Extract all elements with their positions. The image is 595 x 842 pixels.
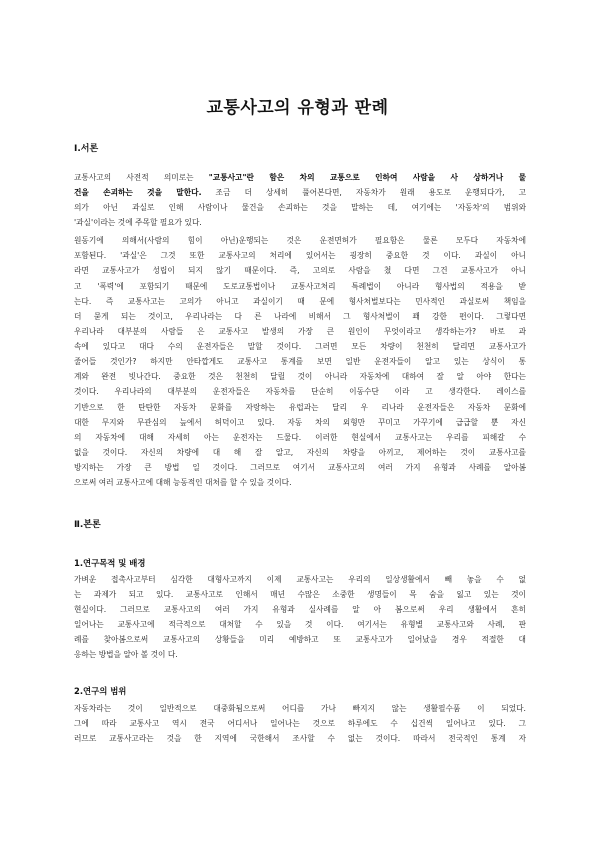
paragraph-line: 러므로 교통사고라는 것을 한 지역에 국한해서 조사할 수 없는 것이다. 따라서 전국적인 통계 자 (74, 734, 526, 743)
bold-definition: "교통사고"란 함은 차의 교통으로 인하여 사람을 사 상하거나 물 (208, 173, 526, 182)
paragraph-line: 원동기에 의해서(사람의 힘이 아닌)운행되는 것은 운전면허가 필요함은 물론 모두다 자동차에 (74, 236, 526, 245)
text-span: 조금 더 상세히 풀어본다면, 자동차가 원래 용도로 운행되다가, 고 (201, 188, 526, 197)
paragraph-line: 는 과제가 되고 있다. 교통사고로 인해서 매년 수많은 소중한 생명들이 목 숨을 잃고 있는 것이 (74, 590, 526, 599)
paragraph-line: 가벼운 접촉사고부터 심각한 대형사고까지 이제 교통사고는 우리의 일상생활에서 빼 놓을 수 없 (74, 575, 526, 584)
paragraph-line: 기반으로 한 탄탄한 자동차 문화를 자랑하는 유럽과는 달리 우 리나라 운전자들은 자동차 문화에 (74, 403, 526, 412)
page-title: 교통사고의 유형과 판례 (206, 98, 389, 118)
paragraph-line: 의 자동차에 대해 자세히 아는 운전자는 드물다. 이러한 현실에서 교통사고는 우리를 피해갈 수 (74, 433, 526, 442)
text-span: 교통사고의 사전적 의미로는 (74, 173, 209, 182)
bold-definition: 건을 손괴하는 것을 말한다. (74, 188, 202, 197)
paragraph-line: 속에 있다고 대다 수의 운전자들은 말할 것이다. 그러면 모든 차량이 천천히 달리면 교통사고가 (74, 342, 526, 351)
paragraph-line: 우리나라 대부분의 사람들 은 교통사고 발생의 가장 큰 원인이 무엇이라고 생각하는가? 바로 과 (74, 327, 526, 336)
paragraph-line: 현실이다. 그러므로 교통사고의 여러 가지 유형과 실사례를 알 아 봄으로써 우리 생활에서 흔히 (74, 605, 526, 614)
subsection-heading-purpose: 1.연구목적 및 배경 (74, 558, 146, 568)
paragraph-line: 례를 찾아봄으로써 교통사고의 상황들을 미리 예방하고 또 교통사고가 일어났을 경우 적절한 대 (74, 635, 526, 644)
paragraph-line: 자동차라는 것이 일반적으로 대중화됨으로써 어디를 가나 빠지지 않는 생활필수품 이 되었다. (74, 704, 526, 713)
paragraph-line (74, 170, 526, 185)
paragraph-line: 일어나는 교통사고에 적극적으로 대처할 수 있을 것 이다. 여기서는 유형별 교통사고와 사례, 판 (74, 620, 526, 629)
paragraph-line: 응하는 방법을 알아 볼 것이 다. (74, 650, 178, 659)
paragraph-line: 계와 완전 빗나간다. 중요한 것은 천천히 달릴 것이 아니라 자동차에 대하여 잘 알 아야 한다는 (74, 372, 526, 381)
paragraph-line: 포함된다. '과실'은 그것 또한 교통사고의 처리에 있어서는 굉장히 중요한 것 이다. 과실이 아니 (74, 251, 526, 260)
paragraph-line: 것이다. 우리나라의 대부분의 운전자들은 자동차를 단순히 이동수단 이라 고 생각한다. 레이스를 (74, 387, 526, 396)
paragraph-line: 고 '폭력'에 포함되기 때문에 도로교통법이나 교통사고처리 특례법이 아니라 형사법의 적용을 받 (74, 282, 526, 291)
section-heading-intro: Ⅰ.서론 (74, 144, 99, 154)
paragraph-line: 방지하는 가장 큰 방법 일 것이다. 그러므로 여기서 교통사고의 여러 가지 유형과 사례를 알아봄 (74, 463, 526, 472)
paragraph-line: 는다. 즉 교통사고는 고의가 아니고 과실이기 때 문에 형사처벌보다는 민사적인 과실로써 책임을 (74, 297, 526, 306)
subsection-heading-scope: 2.연구의 범위 (74, 686, 127, 696)
paragraph-line: 의가 아닌 과실로 인해 사람이나 물건을 손괴하는 것을 말하는 데, 여기에는 '자동차'의 범위와 (74, 203, 526, 212)
paragraph-line: 대한 무지와 무관심의 늪에서 허덕이고 있다. 자동 차의 외형만 꾸미고 가꾸기에 급급할 뿐 자신 (74, 418, 526, 427)
paragraph-line (74, 185, 526, 200)
paragraph-line: 줄어들 것인가? 하지만 안타깝게도 교통사고 통계를 보면 일반 운전자들이 알고 있는 상식이 통 (74, 357, 526, 366)
paragraph-line: 그에 따라 교통사고 역시 전국 어디서나 일어나는 것으로 하루에도 수 십건씩 일어나고 있다. 그 (74, 719, 526, 728)
paragraph-line: 라면 교통사고가 성립이 되지 않기 때문이다. 즉, 고의로 사람을 쳤 다면 그건 교통사고가 아니 (74, 266, 526, 275)
paragraph-line: 더 묻게 되는 것이고, 우리나라는 다 른 나라에 비해서 그 형사처벌이 꽤 강한 편이다. 그렇다면 (74, 312, 526, 321)
paragraph-line: 으로써 여러 교통사고에 대해 능동적인 대처를 할 수 있을 것이다. (74, 478, 292, 487)
section-heading-body: Ⅱ.본론 (74, 520, 101, 530)
paragraph-line: 없을 것이다. 자신의 차량에 대 해 잘 알고, 자신의 차량을 아끼고, 제어하는 것이 교통사고를 (74, 448, 526, 457)
paragraph-line: '과실'이라는 것에 주목할 필요가 있다. (74, 218, 202, 227)
